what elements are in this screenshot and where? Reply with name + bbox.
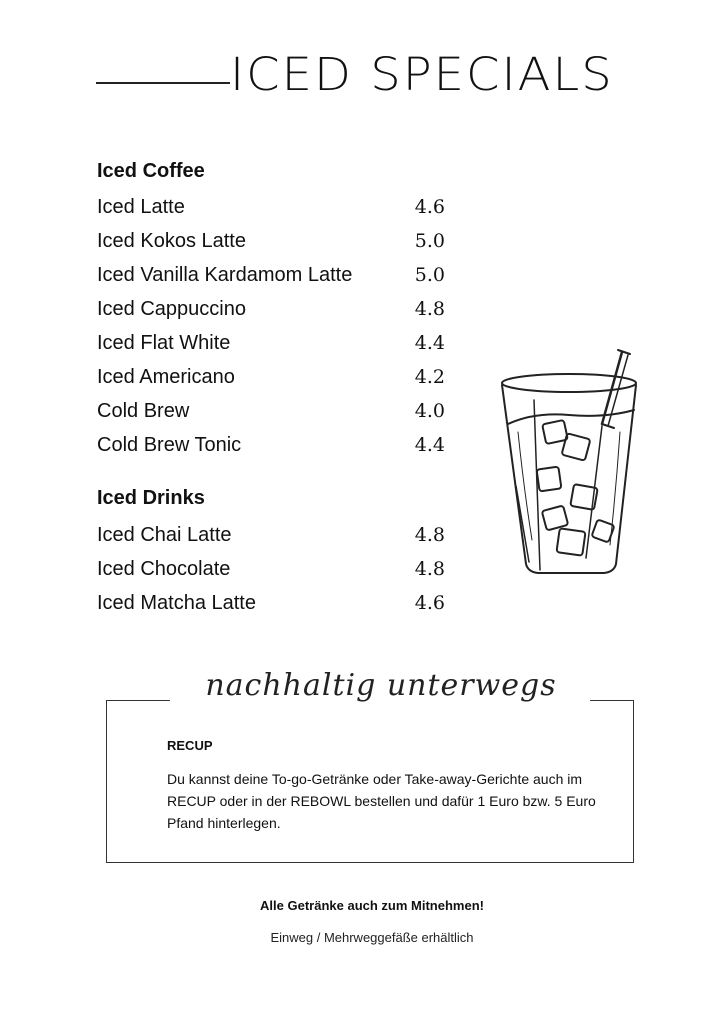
item-name: Cold Brew <box>97 400 190 422</box>
item-name: Iced Vanilla Kardamom Latte <box>97 264 353 286</box>
item-name: Iced Matcha Latte <box>97 592 256 614</box>
menu-item <box>97 360 447 394</box>
iced-drink-glass-icon <box>494 340 644 590</box>
menu-item <box>97 586 447 620</box>
recup-heading: RECUP <box>167 738 213 753</box>
section-title-iced-drinks: Iced Drinks <box>97 487 205 509</box>
item-price: 4.4 <box>414 332 445 354</box>
menu-item <box>97 428 447 462</box>
item-name: Iced Americano <box>97 366 235 388</box>
menu-item <box>97 190 447 224</box>
footer-container-note: Einweg / Mehrweggefäße erhältlich <box>270 930 474 945</box>
menu-item <box>97 552 447 586</box>
menu-item <box>97 518 447 552</box>
item-name: Iced Chocolate <box>97 558 231 580</box>
menu-item <box>97 292 447 326</box>
item-price: 4.8 <box>414 558 445 580</box>
item-price: 4.8 <box>414 298 445 320</box>
title-rule <box>96 82 230 84</box>
menu-list-iced-drinks <box>97 518 447 620</box>
item-price: 4.6 <box>414 592 445 614</box>
item-name: Iced Chai Latte <box>97 524 232 546</box>
script-title: nachhaltig unterwegs <box>205 668 557 703</box>
item-price: 4.8 <box>414 524 445 546</box>
menu-list-iced-coffee <box>97 190 447 462</box>
menu-item <box>97 224 447 258</box>
recup-description: Du kannst deine To-go-Getränke oder Take-away-Gerichte auch im RECUP oder in der REBOWL bestellen und dafür 1 Euro bzw. 5 Euro Pfand hinterlegen. <box>167 771 596 831</box>
menu-item <box>97 326 447 360</box>
item-name: Iced Kokos Latte <box>97 230 246 252</box>
menu-item <box>97 258 447 292</box>
item-name: Iced Latte <box>97 196 185 218</box>
menu-item <box>97 394 447 428</box>
item-price: 4.4 <box>414 434 445 456</box>
page-title: ICED SPECIALS <box>230 48 614 102</box>
item-price: 4.2 <box>414 366 445 388</box>
item-price: 4.0 <box>414 400 445 422</box>
item-price: 5.0 <box>414 230 445 252</box>
item-price: 4.6 <box>414 196 445 218</box>
section-title-iced-coffee: Iced Coffee <box>97 160 205 182</box>
item-name: Cold Brew Tonic <box>97 434 242 456</box>
item-price: 5.0 <box>414 264 445 286</box>
item-name: Iced Cappuccino <box>97 298 246 320</box>
item-name: Iced Flat White <box>97 332 231 354</box>
footer-takeaway-note: Alle Getränke auch zum Mitnehmen! <box>260 898 484 913</box>
